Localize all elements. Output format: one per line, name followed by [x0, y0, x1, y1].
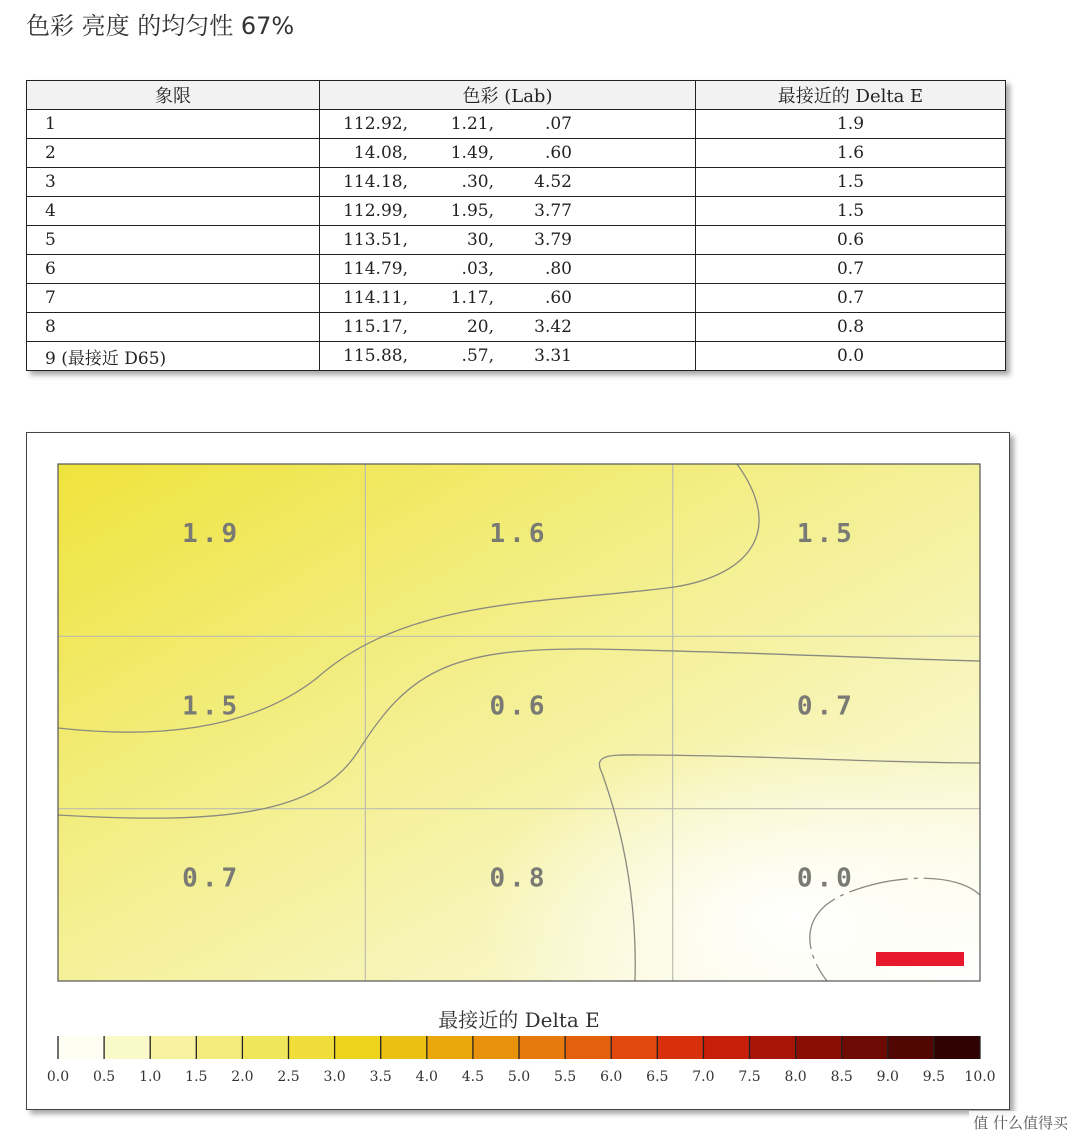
colorbar-segment: [427, 1036, 474, 1059]
cell-delta-e: 1.6: [696, 139, 1006, 168]
colorbar-tick-label: 6.0: [600, 1069, 623, 1085]
delta-e-figure: [26, 432, 1010, 1110]
colorbar-tick-label: 8.5: [830, 1069, 853, 1085]
table-header-row: [27, 81, 1006, 110]
colorbar-tick-label: 1.5: [185, 1069, 208, 1085]
cell-value-label: 0.7: [796, 691, 856, 722]
cell-quadrant: 9 (最接近 D65): [27, 342, 320, 371]
colorbar-title: 最接近的 Delta E: [438, 1008, 600, 1032]
colorbar-segment: [519, 1036, 566, 1059]
colorbar-tick-label: 10.0: [964, 1069, 996, 1085]
lab-a: .57,: [461, 346, 494, 366]
colorbar-tick-label: 3.0: [323, 1069, 346, 1085]
cell-delta-e: 0.0: [696, 342, 1006, 371]
page-title: 色彩 亮度 的均匀性 67%: [26, 12, 295, 40]
cell-quadrant: 6: [27, 255, 320, 284]
colorbar-segment: [381, 1036, 428, 1059]
lab-b: 4.52: [534, 172, 572, 192]
cell-lab: [320, 255, 696, 284]
lab-a: 1.17,: [450, 288, 494, 308]
cell-quadrant: 4: [27, 197, 320, 226]
cell-delta-e: 1.5: [696, 197, 1006, 226]
cell-value-label: 1.5: [796, 519, 856, 549]
table-row: [27, 110, 1006, 139]
uniformity-table-wrapper: [26, 80, 1006, 371]
uniformity-table: [26, 80, 1006, 371]
lab-l: 115.88,: [343, 346, 408, 366]
cell-value-label: 1.5: [182, 691, 242, 722]
colorbar-tick-label: 7.5: [738, 1069, 761, 1085]
cell-value-label: 0.8: [489, 863, 549, 894]
cell-delta-e: 1.9: [696, 110, 1006, 139]
table-row: [27, 255, 1006, 284]
cell-lab: [320, 168, 696, 197]
watermark: 值 什么值得买: [969, 1111, 1072, 1134]
colorbar-tick-label: 0.0: [46, 1069, 70, 1085]
colorbar-tick-label: 4.5: [461, 1069, 485, 1085]
cell-value-label: 0.0: [796, 863, 856, 894]
colorbar-tick-label: 5.0: [507, 1069, 531, 1085]
cell-lab: [320, 197, 696, 226]
colorbar-tick-label: 7.0: [692, 1069, 715, 1085]
cell-value-label: 0.7: [182, 863, 242, 894]
cell-lab: [320, 226, 696, 255]
lab-b: .60: [544, 143, 572, 163]
colorbar-segment: [150, 1036, 197, 1059]
table-row: [27, 284, 1006, 313]
colorbar-tick-label: 9.5: [922, 1069, 946, 1085]
table-body: [27, 110, 1006, 371]
cell-value-label: 1.9: [182, 519, 242, 549]
colorbar-segment: [473, 1036, 520, 1059]
colorbar-segment: [611, 1036, 658, 1059]
cell-delta-e: 0.7: [696, 255, 1006, 284]
colorbar-tick-label: 0.5: [92, 1069, 116, 1085]
lab-l: 112.99,: [343, 201, 408, 221]
cell-delta-e: 1.5: [696, 168, 1006, 197]
colorbar-tick-label: 2.5: [277, 1069, 300, 1085]
header-delta-e: 最接近的 Delta E: [696, 81, 1006, 110]
table-row: [27, 197, 1006, 226]
colorbar-tick-label: 4.0: [415, 1069, 438, 1085]
colorbar-segment: [657, 1036, 704, 1059]
lab-l: 114.11,: [343, 288, 408, 308]
colorbar-tick-label: 3.5: [369, 1069, 392, 1085]
cell-quadrant: 7: [27, 284, 320, 313]
colorbar-tick-label: 6.5: [646, 1069, 669, 1085]
cell-delta-e: 0.7: [696, 284, 1006, 313]
colorbar-segment: [934, 1036, 981, 1059]
colorbar-segment: [750, 1036, 797, 1059]
lab-l: 112.92,: [343, 114, 408, 134]
colorbar-segment: [104, 1036, 151, 1059]
lab-l: 114.18,: [343, 172, 408, 192]
lab-l: 114.79,: [343, 259, 408, 279]
cell-quadrant: 1: [27, 110, 320, 139]
lab-b: 3.31: [534, 346, 572, 366]
lab-l: 113.51,: [343, 230, 408, 250]
cell-value-label: 1.6: [489, 519, 549, 549]
delta-e-chart-svg: [27, 433, 1009, 1109]
cell-quadrant: 8: [27, 313, 320, 342]
cell-lab: [320, 342, 696, 371]
colorbar-tick-label: 1.0: [139, 1069, 162, 1085]
colorbar-segment: [796, 1036, 843, 1059]
table-row: [27, 226, 1006, 255]
table-row: [27, 313, 1006, 342]
lab-l: 14.08,: [353, 143, 408, 163]
cell-lab: [320, 313, 696, 342]
lab-a: .30,: [461, 172, 494, 192]
colorbar-segment: [703, 1036, 750, 1059]
lab-b: .07: [544, 114, 572, 134]
lab-a: 1.49,: [450, 143, 494, 163]
lab-b: 3.77: [534, 201, 572, 221]
header-quadrant: 象限: [27, 81, 320, 110]
header-color-lab: 色彩 (Lab): [320, 81, 696, 110]
lab-b: 3.79: [534, 230, 572, 250]
lab-b: 3.42: [534, 317, 572, 337]
colorbar-tick-label: 5.5: [553, 1069, 577, 1085]
lab-a: .03,: [461, 259, 494, 279]
colorbar-segment: [335, 1036, 382, 1059]
table-row: [27, 168, 1006, 197]
colorbar-tick-label: 2.0: [231, 1069, 254, 1085]
colorbar-segment: [842, 1036, 889, 1059]
cell-delta-e: 0.6: [696, 226, 1006, 255]
table-row: [27, 342, 1006, 371]
closest-d65-marker: [876, 952, 964, 966]
cell-lab: [320, 284, 696, 313]
cell-quadrant: 2: [27, 139, 320, 168]
colorbar-tick-label: 8.0: [784, 1069, 807, 1085]
colorbar-tick-label: 9.0: [876, 1069, 899, 1085]
colorbar-segment: [242, 1036, 289, 1059]
lab-a: 1.95,: [450, 201, 494, 221]
colorbar-segment: [196, 1036, 243, 1059]
cell-lab: [320, 139, 696, 168]
lab-a: 30,: [466, 230, 494, 250]
colorbar-segment: [565, 1036, 612, 1059]
colorbar-segment: [58, 1036, 105, 1059]
lab-a: 1.21,: [450, 114, 494, 134]
cell-quadrant: 3: [27, 168, 320, 197]
cell-delta-e: 0.8: [696, 313, 1006, 342]
cell-value-label: 0.6: [489, 691, 549, 722]
lab-b: .60: [544, 288, 572, 308]
cell-lab: [320, 110, 696, 139]
table-row: [27, 139, 1006, 168]
colorbar-segment: [289, 1036, 336, 1059]
cell-quadrant: 5: [27, 226, 320, 255]
lab-b: .80: [544, 259, 572, 279]
lab-l: 115.17,: [343, 317, 408, 337]
colorbar-segment: [888, 1036, 935, 1059]
lab-a: 20,: [466, 317, 494, 337]
